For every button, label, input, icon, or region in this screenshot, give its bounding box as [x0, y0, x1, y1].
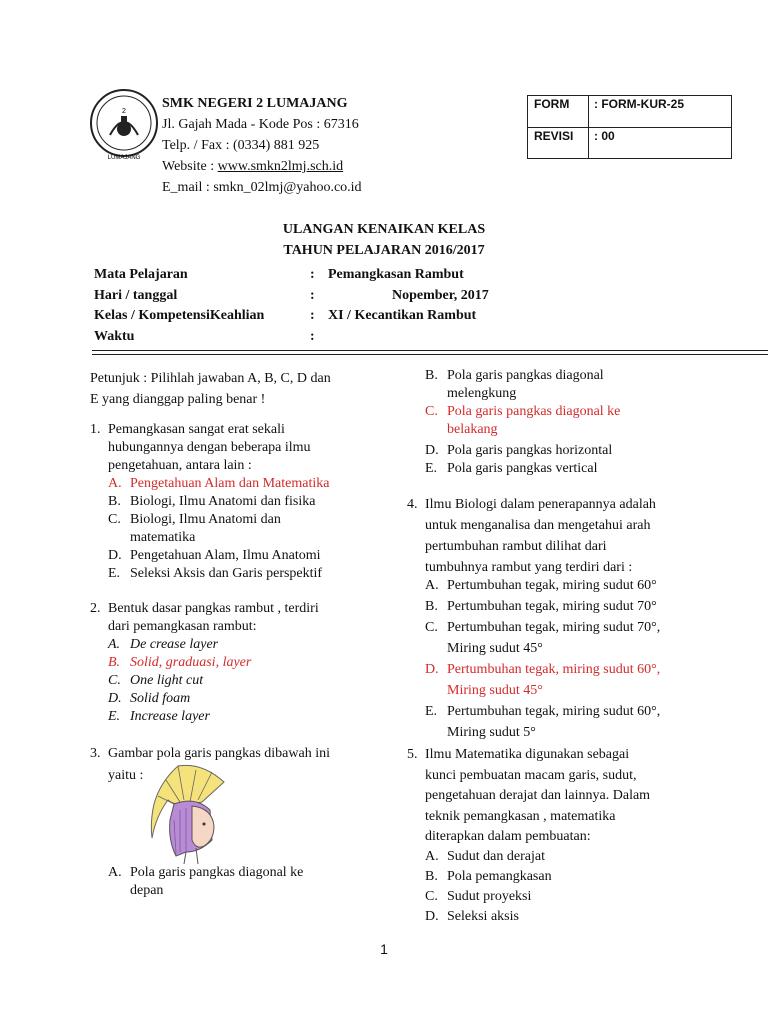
meta-label: Kelas / KompetensiKeahlian: [94, 308, 265, 323]
form-key: FORM: [534, 97, 570, 111]
school-logo: [88, 83, 160, 163]
revisi-value: : 00: [594, 129, 615, 143]
q1-option-d[interactable]: D. Pengetahuan Alam, Ilmu Anatomi: [108, 548, 321, 563]
question-2: 2. Bentuk dasar pangkas rambut , terdiri dari pemangkasan rambut:: [90, 601, 319, 634]
form-info-box: [527, 95, 732, 159]
divider: [92, 350, 768, 351]
meta-value: XI / Kecantikan Rambut: [328, 308, 477, 323]
q4-option-e[interactable]: E. Pertumbuhan tegak, miring sudut 60°,: [425, 704, 661, 719]
q1-option-c-cont: matematika: [130, 530, 196, 545]
q2-option-a[interactable]: A. De crease layer: [108, 637, 219, 652]
question-3: 3. Gambar pola garis pangkas dibawah ini yaitu :: [90, 746, 330, 783]
divider: [92, 354, 768, 355]
school-website: Website : www.smkn2lmj.sch.id: [162, 159, 344, 174]
meta-label: Hari / tanggal: [94, 287, 178, 303]
meta-label: Mata Pelajaran: [94, 267, 188, 282]
haircut-pattern-illustration: [140, 760, 236, 864]
q1-option-e[interactable]: E. Seleksi Aksis dan Garis perspektif: [108, 566, 323, 581]
q5-option-b[interactable]: B. Pola pemangkasan: [425, 869, 552, 884]
q5-option-d[interactable]: D. Seleksi aksis: [425, 909, 519, 924]
form-value: : FORM-KUR-25: [594, 97, 684, 111]
q2-option-c[interactable]: C. One light cut: [108, 673, 204, 688]
meta-value: Nopember, 2017: [392, 287, 489, 303]
q4-option-b[interactable]: B. Pertumbuhan tegak, miring sudut 70°: [425, 599, 657, 614]
page-number: 1: [380, 941, 388, 957]
website-link[interactable]: www.smkn2lmj.sch.id: [217, 159, 344, 174]
q2-option-d[interactable]: D. Solid foam: [108, 691, 191, 706]
q3-option-c-cont: belakang: [447, 422, 498, 437]
question-5: 5. Ilmu Matematika digunakan sebagai kunci pembuatan macam garis, sudut, pengetahuan derajat dan lainnya. Dalam teknik pemangkasan , matematika diterapkan dalam pembuatan:: [407, 747, 651, 844]
q4-option-e-cont: Miring sudut 5°: [447, 725, 536, 740]
q4-option-c-cont: Miring sudut 45°: [447, 641, 543, 656]
q3-option-c[interactable]: C. Pola garis pangkas diagonal ke: [425, 404, 621, 419]
svg-text:2: 2: [122, 108, 126, 115]
q3-option-b-cont: melengkung: [447, 386, 517, 401]
school-name: SMK NEGERI 2 LUMAJANG: [162, 96, 348, 111]
svg-text:LUMAJANG: LUMAJANG: [107, 155, 141, 161]
q1-option-c[interactable]: C. Biologi, Ilmu Anatomi dan: [108, 512, 281, 527]
exam-title: ULANGAN KENAIKAN KELAS: [282, 222, 486, 237]
q4-option-d-cont: Miring sudut 45°: [447, 683, 543, 698]
q3-option-a[interactable]: A. Pola garis pangkas diagonal ke: [108, 865, 304, 880]
revisi-key: REVISI: [534, 129, 574, 143]
school-header: [162, 93, 362, 198]
q2-option-b[interactable]: B. Solid, graduasi, layer: [108, 655, 252, 670]
q4-option-a[interactable]: A. Pertumbuhan tegak, miring sudut 60°: [425, 578, 657, 593]
exam-year: TAHUN PELAJARAN 2016/2017: [283, 243, 485, 258]
exam-meta: Mata Pelajaran : Pemangkasan Rambut Hari / tanggal : Nopember, 2017 Kelas / KompetensiKeahlian : XI / Kecantikan Rambut Waktu :: [94, 265, 694, 347]
q2-option-e[interactable]: E. Increase layer: [108, 709, 210, 724]
q5-option-c[interactable]: C. Sudut proyeksi: [425, 889, 532, 904]
q3-option-b[interactable]: B. Pola garis pangkas diagonal: [425, 368, 604, 383]
meta-label: Waktu: [94, 328, 135, 344]
q1-option-b[interactable]: B. Biologi, Ilmu Anatomi dan fisika: [108, 494, 316, 509]
school-address: Jl. Gajah Mada - Kode Pos : 67316: [162, 117, 359, 132]
q4-option-c[interactable]: C. Pertumbuhan tegak, miring sudut 70°,: [425, 620, 661, 635]
q3-option-e[interactable]: E. Pola garis pangkas vertical: [425, 461, 598, 476]
instructions: Petunjuk : Pilihlah jawaban A, B, C, D dan E yang dianggap paling benar !: [90, 371, 331, 407]
school-phone: Telp. / Fax : (0334) 881 925: [162, 138, 320, 153]
q4-option-d[interactable]: D. Pertumbuhan tegak, miring sudut 60°,: [425, 662, 661, 677]
q3-option-d[interactable]: D. Pola garis pangkas horizontal: [425, 443, 613, 458]
school-email: E_mail : smkn_02lmj@yahoo.co.id: [162, 180, 362, 195]
q1-option-a[interactable]: A. Pengetahuan Alam dan Matematika: [108, 476, 330, 491]
question-1: 1. Pemangkasan sangat erat sekali hubungannya dengan beberapa ilmu pengetahuan, antara lain :: [90, 422, 311, 473]
meta-value: Pemangkasan Rambut: [328, 267, 464, 282]
question-4: 4. Ilmu Biologi dalam penerapannya adalah untuk menganalisa dan mengetahui arah pertumbuhan rambut dilihat dari tumbuhnya rambut yang terdiri dari :: [407, 497, 656, 575]
q3-option-a-cont: depan: [130, 883, 164, 898]
q5-option-a[interactable]: A. Sudut dan derajat: [425, 849, 545, 864]
